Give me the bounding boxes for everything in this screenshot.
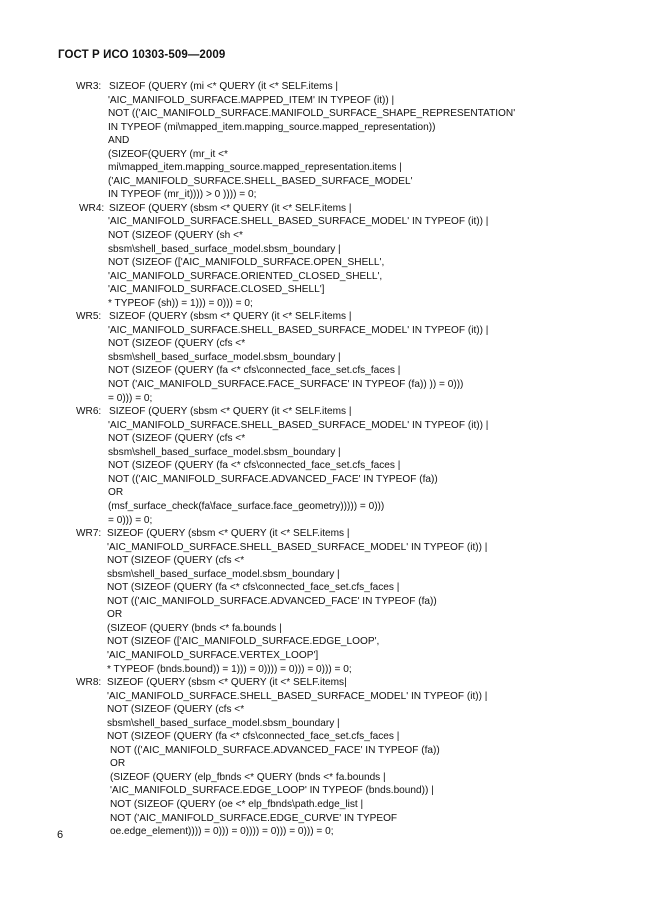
rule-line <box>0 121 646 135</box>
rule-label-wr3: WR3: <box>76 81 102 92</box>
rule-line <box>0 500 646 514</box>
document-header: ГОСТ Р ИСО 10303-509—2009 <box>58 49 226 61</box>
rule-line <box>0 432 646 446</box>
rule-label-wr5: WR5: <box>76 311 102 323</box>
rule-line-text: NOT (SIZEOF (QUERY (sh <* <box>108 230 243 242</box>
rule-line-text: 'AIC_MANIFOLD_SURFACE.SHELL_BASED_SURFACE_MODEL' IN TYPEOF (it)) | <box>108 216 489 228</box>
rule-line <box>0 351 646 365</box>
rule-line-text: NOT ('AIC_MANIFOLD_SURFACE.FACE_SURFACE' IN TYPEOF (fa)) )) = 0))) <box>108 379 464 391</box>
rule-line <box>0 812 646 826</box>
rule-line <box>0 446 646 460</box>
rule-line-text: NOT (('AIC_MANIFOLD_SURFACE.ADVANCED_FACE' IN TYPEOF (fa)) <box>107 595 437 607</box>
rule-line-text: OR <box>107 609 123 621</box>
rule-line-text: NOT (SIZEOF (QUERY (cfs <* <box>107 555 245 567</box>
rule-line-text: (msf_surface_check(fa\face_surface.face_geometry))))) = 0))) <box>108 500 385 512</box>
rule-line-text: NOT (('AIC_MANIFOLD_SURFACE.ADVANCED_FACE' IN TYPEOF (fa)) <box>110 744 440 756</box>
rule-label-wr7: WR7: <box>76 528 102 540</box>
rule-line-text: sbsm\shell_based_surface_model.sbsm_boundary | <box>107 717 340 729</box>
rule-line-text: NOT (SIZEOF (QUERY (cfs <* <box>108 338 246 350</box>
rule-line-text: 'AIC_MANIFOLD_SURFACE.SHELL_BASED_SURFACE_MODEL' IN TYPEOF (it)) | <box>107 690 488 702</box>
rule-line <box>0 744 646 758</box>
rule-label-wr4: WR4: <box>79 202 105 214</box>
rule-line <box>0 202 646 216</box>
rule-line-text: 'AIC_MANIFOLD_SURFACE.EDGE_LOOP' IN TYPEOF (bnds.bound)) | <box>110 785 434 797</box>
rule-line <box>0 94 646 108</box>
rule-line <box>0 690 646 704</box>
rule-line-text: NOT (SIZEOF (QUERY (fa <* cfs\connected_face_set.cfs_faces | <box>108 365 401 377</box>
rule-line-text: NOT (SIZEOF (QUERY (oe <* elp_fbnds\path.edge_list | <box>110 798 364 810</box>
rule-line <box>0 798 646 812</box>
rule-line <box>0 270 646 284</box>
rule-line-text: (SIZEOF (QUERY (elp_fbnds <* QUERY (bnds <* fa.bounds | <box>110 771 386 783</box>
rule-line-text: * TYPEOF (sh)) = 1))) = 0))) = 0; <box>108 297 253 309</box>
rule-line-text: NOT (SIZEOF (QUERY (fa <* cfs\connected_face_set.cfs_faces | <box>107 731 400 743</box>
rule-line <box>0 541 646 555</box>
rule-line-text: NOT (SIZEOF (QUERY (fa <* cfs\connected_face_set.cfs_faces | <box>107 582 400 594</box>
rule-line <box>0 297 646 311</box>
rule-line <box>0 364 646 378</box>
rule-line <box>0 757 646 771</box>
rule-line-text: SIZEOF (QUERY (sbsm <* QUERY (it <* SELF.items | <box>109 406 352 418</box>
rule-line-text: oe.edge_element)))) = 0))) = 0)))) = 0))) = 0))) = 0; <box>110 826 334 838</box>
rule-line-text: mi\mapped_item.mapping_source.mapped_representation.items | <box>108 162 402 174</box>
rule-line-text: ('AIC_MANIFOLD_SURFACE.SHELL_BASED_SURFACE_MODEL' <box>108 175 413 187</box>
rule-line-text: 'AIC_MANIFOLD_SURFACE.SHELL_BASED_SURFACE_MODEL' IN TYPEOF (it)) | <box>108 324 489 336</box>
rule-line-text: sbsm\shell_based_surface_model.sbsm_boundary | <box>108 243 341 255</box>
rule-label-wr6: WR6: <box>76 406 102 418</box>
rule-line <box>0 649 646 663</box>
rule-line <box>0 134 646 148</box>
rule-line-text: (SIZEOF (QUERY (bnds <* fa.bounds | <box>107 622 282 634</box>
rule-line <box>0 717 646 731</box>
rule-line <box>0 730 646 744</box>
rule-line <box>0 663 646 677</box>
rule-line-text: = 0))) = 0; <box>108 514 153 526</box>
rule-line-text: NOT (SIZEOF (QUERY (cfs <* <box>108 433 246 445</box>
rule-line-text: IN TYPEOF (mi\mapped_item.mapping_source.mapped_representation)) <box>108 121 436 133</box>
rule-line <box>0 554 646 568</box>
rule-line-text: NOT (SIZEOF (['AIC_MANIFOLD_SURFACE.EDGE_LOOP', <box>107 636 380 648</box>
rule-line <box>0 459 646 473</box>
rule-line <box>0 568 646 582</box>
rule-line-text: 'AIC_MANIFOLD_SURFACE.MAPPED_ITEM' IN TYPEOF (it)) | <box>108 94 395 106</box>
rule-line-text: (SIZEOF(QUERY (mr_it <* <box>108 148 228 160</box>
rule-line-text: SIZEOF (QUERY (sbsm <* QUERY (it <* SELF.items | <box>109 202 352 214</box>
rule-line-text: OR <box>108 487 124 499</box>
rule-line <box>0 825 646 839</box>
rule-line <box>0 473 646 487</box>
rule-line <box>0 635 646 649</box>
rule-line <box>0 243 646 257</box>
rule-line <box>0 771 646 785</box>
rule-line <box>0 80 646 94</box>
rule-line <box>0 337 646 351</box>
rule-line-text: 'AIC_MANIFOLD_SURFACE.SHELL_BASED_SURFACE_MODEL' IN TYPEOF (it)) | <box>108 419 489 431</box>
rule-line <box>0 405 646 419</box>
rule-line <box>0 148 646 162</box>
express-rules-block <box>0 80 646 839</box>
rule-line <box>0 215 646 229</box>
rule-line <box>0 324 646 338</box>
rule-line-text: sbsm\shell_based_surface_model.sbsm_boundary | <box>108 446 341 458</box>
rule-line <box>0 392 646 406</box>
rule-line <box>0 581 646 595</box>
rule-line <box>0 378 646 392</box>
page-number: 6 <box>57 829 64 841</box>
rule-line <box>0 283 646 297</box>
rule-line-text: sbsm\shell_based_surface_model.sbsm_boundary | <box>107 568 340 580</box>
rule-line <box>0 703 646 717</box>
rule-line-text: OR <box>110 758 126 770</box>
rule-line <box>0 676 646 690</box>
rule-line <box>0 486 646 500</box>
rule-line-text: NOT (SIZEOF (QUERY (cfs <* <box>107 704 245 716</box>
rule-line <box>0 107 646 121</box>
rule-line-text: NOT (('AIC_MANIFOLD_SURFACE.ADVANCED_FACE' IN TYPEOF (fa)) <box>108 473 438 485</box>
rule-line <box>0 229 646 243</box>
rule-line <box>0 310 646 324</box>
rule-line-text: NOT (SIZEOF (['AIC_MANIFOLD_SURFACE.OPEN_SHELL', <box>108 257 385 269</box>
rule-line-text: 'AIC_MANIFOLD_SURFACE.VERTEX_LOOP'] <box>107 649 319 661</box>
rule-line <box>0 784 646 798</box>
rule-line <box>0 514 646 528</box>
rule-line <box>0 188 646 202</box>
rule-line-text: IN TYPEOF (mr_it)))) > 0 )))) = 0; <box>108 189 257 201</box>
rule-line-text: sbsm\shell_based_surface_model.sbsm_boundary | <box>108 351 341 363</box>
rule-line <box>0 419 646 433</box>
rule-line-text: SIZEOF (QUERY (sbsm <* QUERY (it <* SELF.items| <box>107 677 347 689</box>
rule-line <box>0 527 646 541</box>
rule-line-text: 'AIC_MANIFOLD_SURFACE.SHELL_BASED_SURFACE_MODEL' IN TYPEOF (it)) | <box>107 541 488 553</box>
rule-line <box>0 595 646 609</box>
rule-line-text: SIZEOF (QUERY (mi <* QUERY (it <* SELF.items | <box>109 81 339 92</box>
rule-line <box>0 175 646 189</box>
rule-line-text: SIZEOF (QUERY (sbsm <* QUERY (it <* SELF.items | <box>107 528 350 540</box>
rule-line-text: 'AIC_MANIFOLD_SURFACE.CLOSED_SHELL'] <box>108 284 325 296</box>
rule-line-text: AND <box>108 135 130 147</box>
rule-line-text: 'AIC_MANIFOLD_SURFACE.ORIENTED_CLOSED_SHELL', <box>108 270 383 282</box>
rule-line-text: NOT (SIZEOF (QUERY (fa <* cfs\connected_face_set.cfs_faces | <box>108 460 401 472</box>
rule-label-wr8: WR8: <box>76 677 102 689</box>
rule-line <box>0 161 646 175</box>
rule-line-text: NOT ('AIC_MANIFOLD_SURFACE.EDGE_CURVE' IN TYPEOF <box>110 812 398 824</box>
rule-line <box>0 622 646 636</box>
rule-line <box>0 256 646 270</box>
rule-line-text: * TYPEOF (bnds.bound)) = 1))) = 0)))) = 0))) = 0))) = 0; <box>107 663 352 675</box>
rule-line-text: = 0))) = 0; <box>108 392 153 404</box>
rule-line <box>0 608 646 622</box>
rule-line-text: SIZEOF (QUERY (sbsm <* QUERY (it <* SELF.items | <box>109 311 352 323</box>
rule-line-text: NOT (('AIC_MANIFOLD_SURFACE.MANIFOLD_SURFACE_SHAPE_REPRESENTATION' <box>108 108 516 120</box>
